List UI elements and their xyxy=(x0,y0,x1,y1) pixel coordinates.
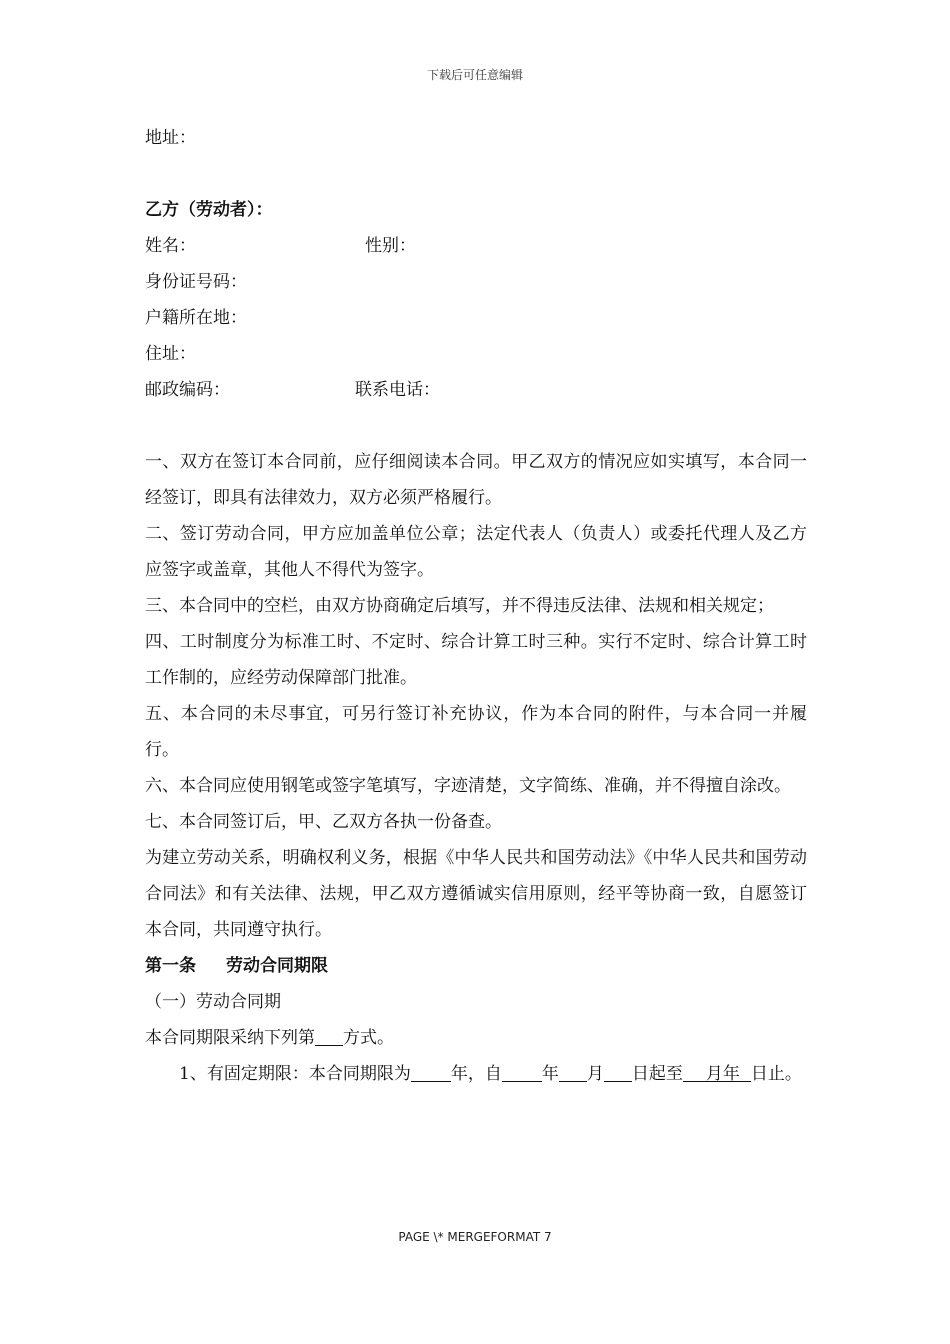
household-label: 户籍所在地： xyxy=(145,308,247,328)
contract-body xyxy=(145,120,807,1092)
fixed-term-text: 月 xyxy=(705,1064,723,1084)
article-1-number: 第一条 xyxy=(145,956,196,976)
note-6: 六、本合同应使用钢笔或签字笔填写，字迹清楚，文字简练、准确，并不得擅自涂改。 xyxy=(145,776,791,796)
fixed-term-text: 日止。 xyxy=(750,1064,802,1084)
residence-label: 住址： xyxy=(145,344,196,364)
note-1: 一、双方在签订本合同前，应仔细阅读本合同。甲乙双方的情况应如实填写，本合同一经签订，即具有法律效力，双方必须严格履行。 xyxy=(145,452,807,508)
start-month-blank[interactable] xyxy=(559,1063,587,1082)
note-7: 七、本合同签订后，甲、乙双方各执一份备查。 xyxy=(145,812,502,832)
name-gender-row xyxy=(145,228,807,264)
preamble: 为建立劳动关系，明确权利义务，根据《中华人民共和国劳动法》《中华人民共和国劳动合同法》和有关法律、法规，甲乙双方遵循诚实信用原则，经平等协商一致，自愿签订本合同，共同遵守执行。 xyxy=(145,848,807,940)
fixed-term-text: 日起至 xyxy=(631,1064,683,1084)
note-5: 五、本合同的未尽事宜，可另行签订补充协议，作为本合同的附件，与本合同一并履行。 xyxy=(145,704,807,760)
party-b-title: 乙方（劳动者）： xyxy=(145,200,273,220)
years-blank[interactable] xyxy=(411,1063,451,1082)
postcode-phone-row xyxy=(145,372,807,408)
fixed-term-text: 年，自 xyxy=(450,1064,502,1084)
fixed-term-text: 月 xyxy=(586,1064,604,1084)
name-label: 姓名： xyxy=(145,236,196,256)
article-1-title: 劳动合同期限 xyxy=(226,956,328,976)
fixed-term-text: 1、有固定期限：本合同期限为 xyxy=(179,1064,411,1084)
note-3: 三、本合同中的空栏，由双方协商确定后填写，并不得违反法律、法规和相关规定； xyxy=(145,596,774,616)
note-4: 四、工时制度分为标准工时、不定时、综合计算工时三种。实行不定时、综合计算工时工作制的，应经劳动保障部门批准。 xyxy=(145,632,807,688)
spacer xyxy=(145,156,807,192)
phone-label: 联系电话： xyxy=(355,380,440,400)
fixed-term-clause xyxy=(145,1056,807,1092)
postcode-label: 邮政编码： xyxy=(145,380,230,400)
term-method-row xyxy=(145,1020,807,1056)
gender-label: 性别： xyxy=(365,236,416,256)
spacer xyxy=(145,408,807,444)
party-a-address-label: 地址： xyxy=(145,128,196,148)
page-header: 下载后可任意编辑 xyxy=(426,68,523,82)
article-1-sub-1: （一）劳动合同期 xyxy=(145,992,281,1012)
end-day-blank[interactable] xyxy=(723,1063,751,1082)
start-day-blank[interactable] xyxy=(604,1063,632,1082)
method-blank[interactable] xyxy=(315,1027,343,1046)
term-method-text: 本合同期限采纳下列第 xyxy=(145,1028,315,1048)
fixed-term-text: 年 xyxy=(722,1064,740,1084)
id-number-label: 身份证号码： xyxy=(145,272,247,292)
term-method-suffix: 方式。 xyxy=(343,1028,394,1048)
fixed-term-text: 年 xyxy=(541,1064,559,1084)
note-2: 二、签订劳动合同，甲方应加盖单位公章；法定代表人（负责人）或委托代理人及乙方应签字或盖章，其他人不得代为签字。 xyxy=(145,524,807,580)
start-year-blank[interactable] xyxy=(502,1063,542,1082)
article-1-heading xyxy=(145,948,807,984)
page-footer: PAGE \* MERGEFORMAT 7 xyxy=(398,1230,552,1244)
